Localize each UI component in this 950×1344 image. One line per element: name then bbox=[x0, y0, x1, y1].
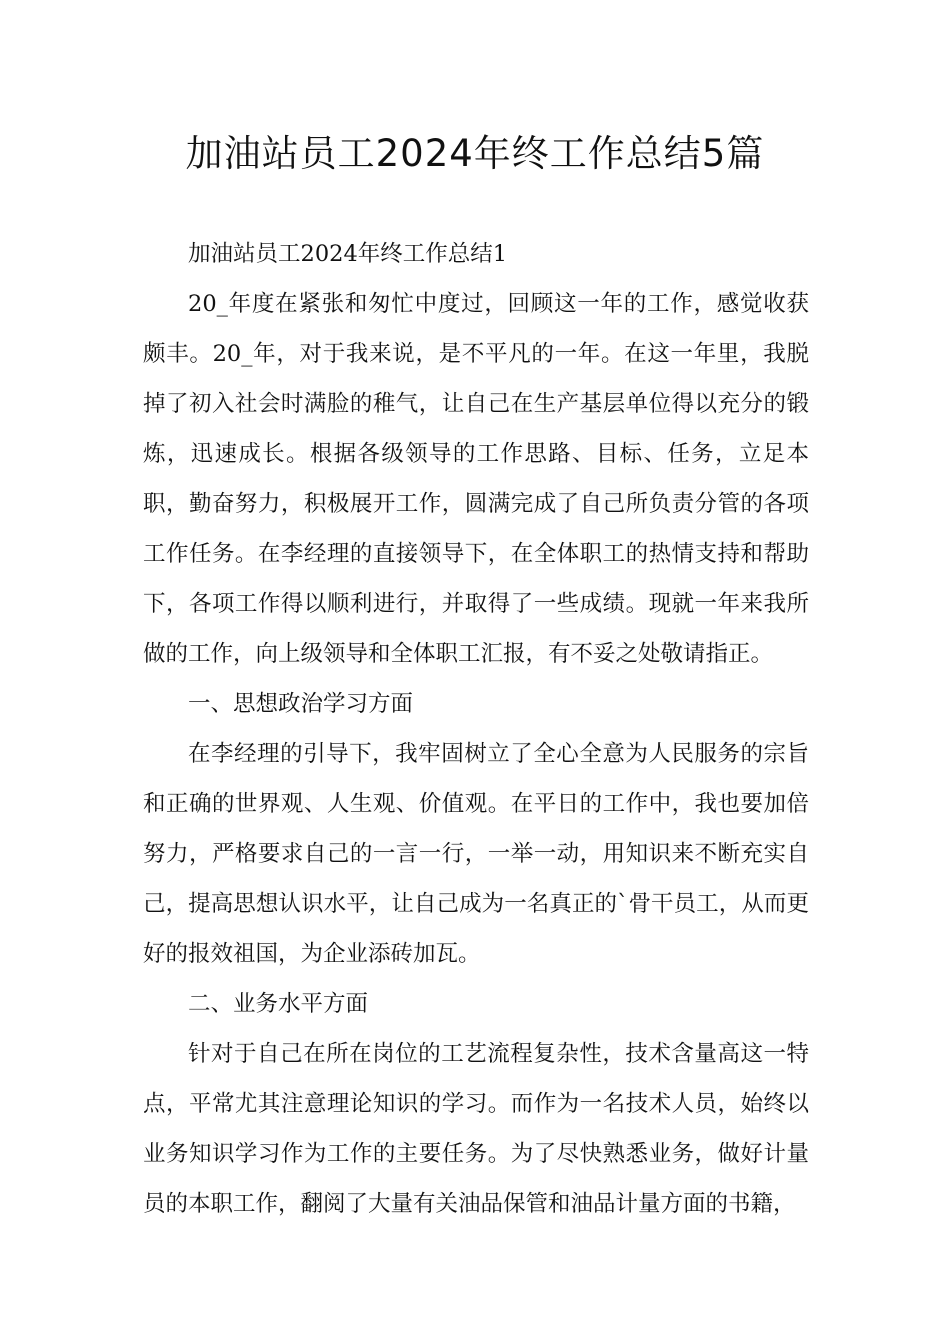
body-paragraph: 20_年度在紧张和匆忙中度过，回顾这一年的工作，感觉收获颇丰。20_年，对于我来说，是不平凡的一年。在这一年里，我脱掉了初入社会时满脸的稚气，让自己在生产基层单位得以充分的锻炼，迅速成长。根据各级领导的工作思路、目标、任务，立足本职，勤奋努力，积极展开工作，圆满完成了自己所负责分管的各项工作任务。在李经理的直接领导下，在全体职工的热情支持和帮助下，各项工作得以顺利进行，并取得了一些成绩。现就一年来我所做的工作，向上级领导和全体职工汇报，有不妥之处敬请指正。 bbox=[143, 291, 809, 667]
body-paragraph: 在李经理的引导下，我牢固树立了全心全意为人民服务的宗旨和正确的世界观、人生观、价值观。在平日的工作中，我也要加倍努力，严格要求自己的一言一行，一举一动，用知识来不断充实自己，提高思想认识水平，让自己成为一名真正的`骨干员工，从而更好的报效祖国，为企业添砖加瓦。 bbox=[143, 741, 809, 967]
section-heading: 一、思想政治学习方面 bbox=[188, 691, 414, 717]
body-paragraph: 针对于自己在所在岗位的工艺流程复杂性，技术含量高这一特点，平常尤其注意理论知识的学习。而作为一名技术人员，始终以业务知识学习作为工作的主要任务。为了尽快熟悉业务，做好计量员的本职工作，翻阅了大量有关油品保管和油品计量方面的书籍， bbox=[143, 1041, 809, 1217]
section-title: 加油站员工2024年终工作总结1 bbox=[188, 241, 508, 267]
document-title: 加油站员工2024年终工作总结5篇 bbox=[185, 132, 765, 175]
section-heading: 二、业务水平方面 bbox=[188, 991, 369, 1017]
document-body bbox=[143, 229, 809, 1229]
